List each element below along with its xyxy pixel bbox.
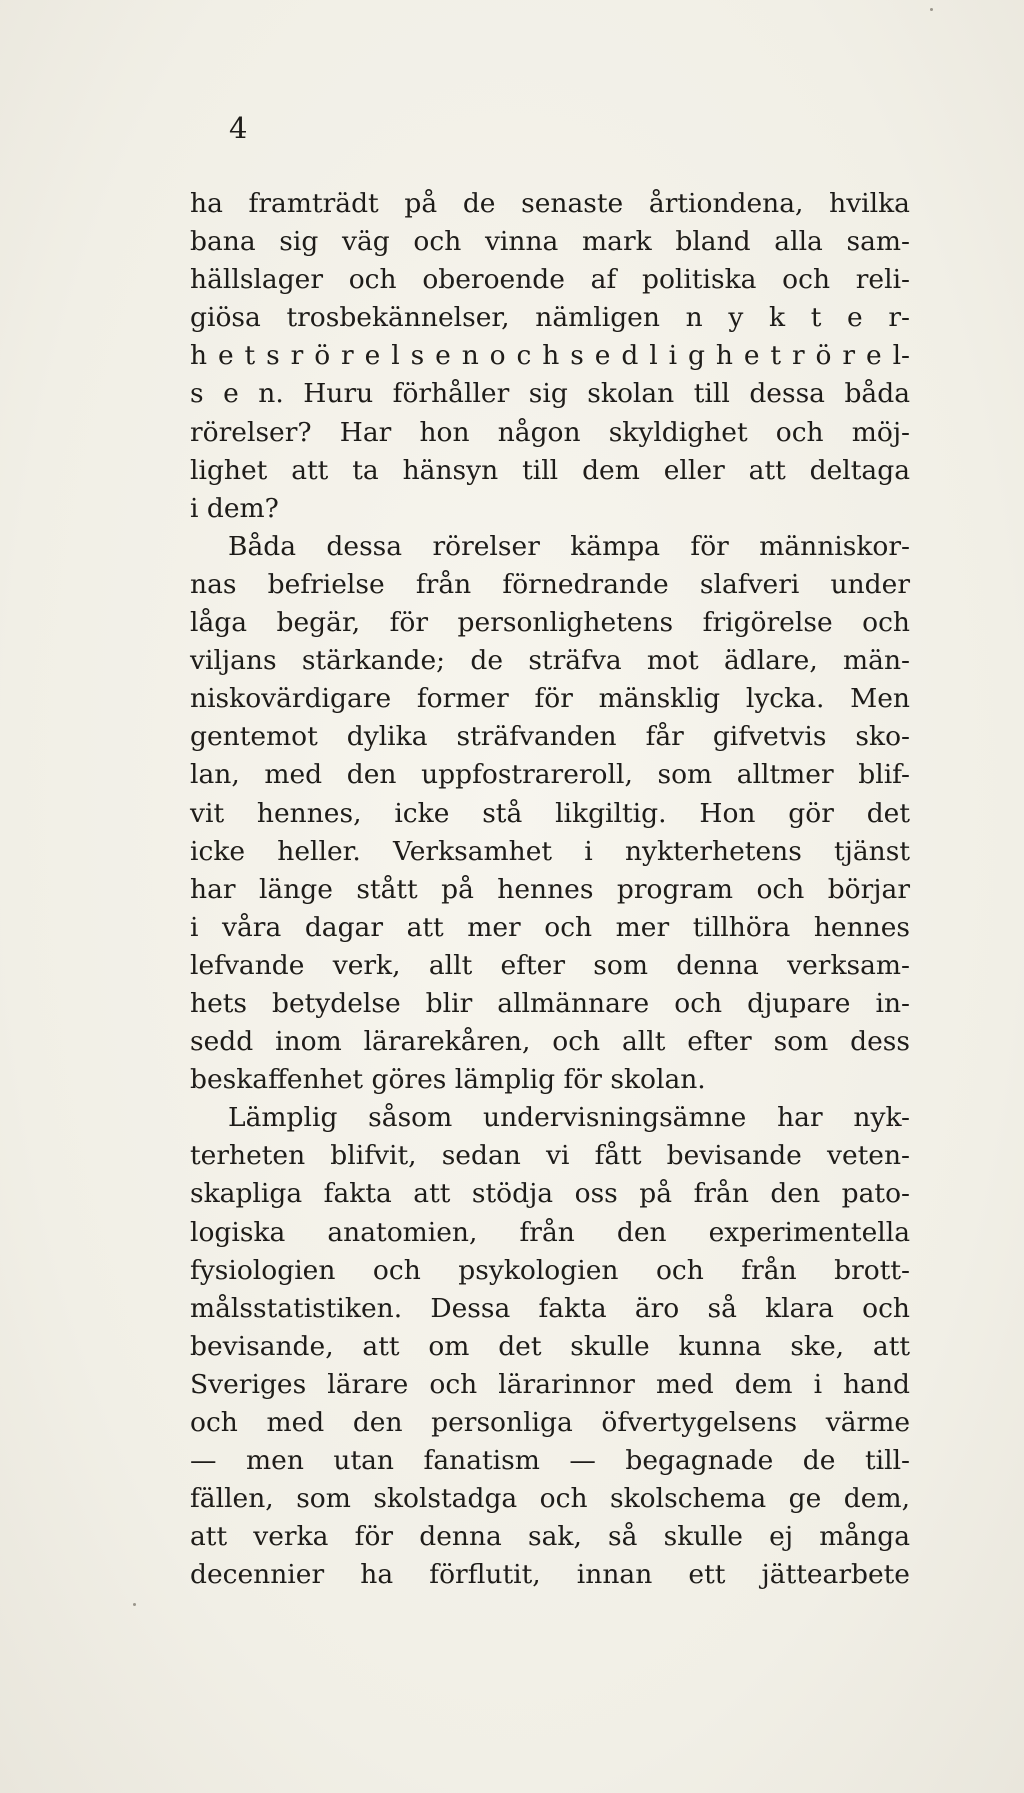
text-line: fysiologien och psykologien och från brott- xyxy=(190,1254,910,1286)
text-line: gentemot dylika sträfvanden får gifvetvis sko- xyxy=(190,721,910,753)
text-line: vit hennes, icke stå likgiltig. Hon gör det xyxy=(190,797,910,829)
text-line: lan, med den uppfostrareroll, som alltmer blif- xyxy=(190,759,910,791)
text-line: ha framträdt på de senaste årtiondena, hvilka xyxy=(190,188,910,219)
text-line: sedd inom lärarekåren, och allt efter som dess xyxy=(190,1026,910,1058)
text-line: s e n. Huru förhåller sig skolan till dessa båda xyxy=(190,378,910,410)
text-line: decennier ha förflutit, innan ett jättearbete xyxy=(190,1559,910,1591)
text-line: låga begär, för personlighetens frigörelse och xyxy=(190,607,910,639)
text-line: i dem? xyxy=(190,492,279,524)
text-line: i våra dagar att mer och mer tillhöra hennes xyxy=(190,911,910,943)
text-line: lighet att ta hänsyn till dem eller att deltaga xyxy=(190,454,910,486)
text-line: h e t s r ö r e l s e n o c h s e d l i g h e t r ö r e l- xyxy=(190,340,910,372)
text-line: och med den personliga öfvertygelsens värme xyxy=(190,1407,910,1438)
body-text xyxy=(190,185,910,1594)
text-line: bevisande, att om det skulle kunna ske, att xyxy=(190,1330,910,1362)
text-line: fällen, som skolstadga och skolschema ge dem, xyxy=(190,1483,910,1515)
text-line: lefvande verk, allt efter som denna verksam- xyxy=(190,949,910,981)
text-line: viljans stärkande; de sträfva mot ädlare, män- xyxy=(190,645,910,677)
text-line: beskaffenhet göres lämplig för skolan. xyxy=(190,1064,706,1096)
text-line: målsstatistiken. Dessa fakta äro så klara och xyxy=(190,1292,910,1324)
paper-speck xyxy=(133,1603,136,1606)
text-line: har länge stått på hennes program och börjar xyxy=(190,873,910,905)
text-line: att verka för denna sak, så skulle ej många xyxy=(190,1521,910,1553)
text-line: nas befrielse från förnedrande slafveri under xyxy=(190,568,910,600)
page-number: 4 xyxy=(229,111,248,145)
paragraph-first-line: Lämplig såsom undervisningsämne har nyk- xyxy=(228,1102,910,1134)
text-line: giösa trosbekännelser, nämligen n y k t e r- xyxy=(190,302,910,334)
text-line: hällslager och oberoende af politiska och reli- xyxy=(190,264,910,296)
paragraph-first-line: Båda dessa rörelser kämpa för människor- xyxy=(228,530,910,562)
text-line: bana sig väg och vinna mark bland alla sam- xyxy=(190,226,910,258)
text-line: Sveriges lärare och lärarinnor med dem i hand xyxy=(190,1368,910,1400)
paper-speck xyxy=(930,8,933,11)
text-line: niskovärdigare former för mänsklig lycka. Men xyxy=(190,683,910,715)
text-line: — men utan fanatism — begagnade de till- xyxy=(190,1445,910,1477)
text-line: hets betydelse blir allmännare och djupare in- xyxy=(190,987,910,1019)
text-line: skapliga fakta att stödja oss på från den pato- xyxy=(190,1178,910,1210)
text-line: logiska anatomien, från den experimentella xyxy=(190,1216,910,1248)
text-line: terheten blifvit, sedan vi fått bevisande veten- xyxy=(190,1140,910,1172)
text-line: rörelser? Har hon någon skyldighet och möj- xyxy=(190,416,910,448)
text-line: icke heller. Verksamhet i nykterhetens tjänst xyxy=(190,835,910,867)
